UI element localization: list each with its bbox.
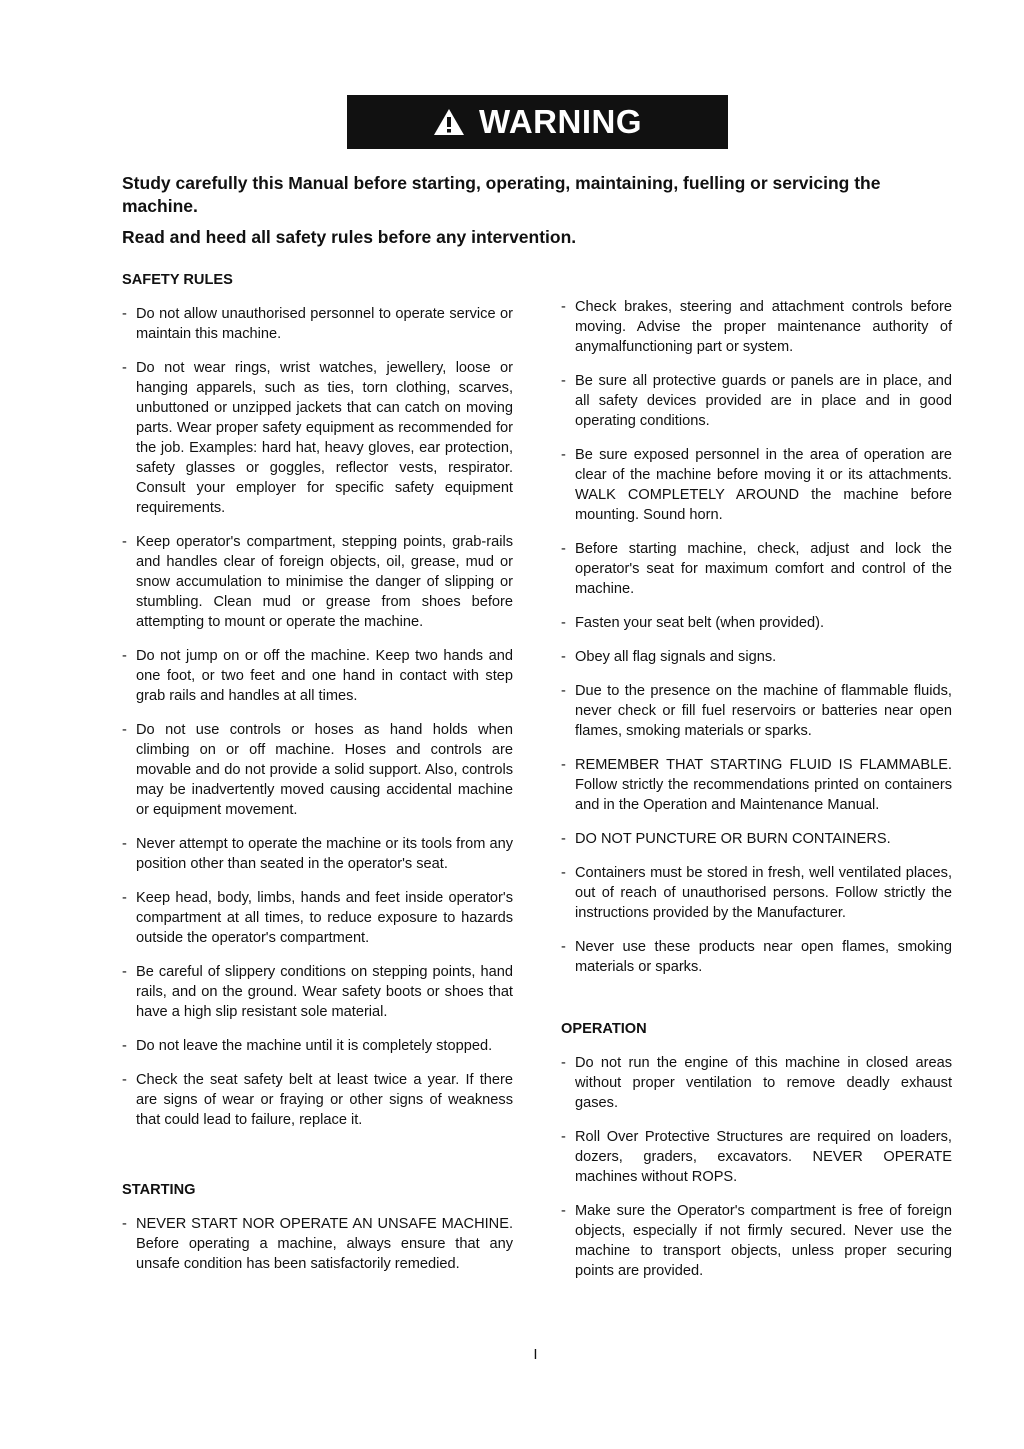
list-item: - Do not leave the machine until it is completely stopped. [122, 1036, 513, 1056]
list-item: - Fasten your seat belt (when provided). [561, 613, 952, 633]
list-item: - Do not run the engine of this machine in closed areas without proper ventilation to remove deadly exhaust gases. [561, 1053, 952, 1113]
starting-list [122, 1214, 513, 1274]
operation-list [561, 1053, 952, 1281]
list-item: - Due to the presence on the machine of flammable fluids, never check or fill fuel reservoirs or batteries near open flames, smoking materials or sparks. [561, 681, 952, 741]
safety-rules-continued-list [561, 297, 952, 977]
list-item: - Never attempt to operate the machine or its tools from any position other than seated in the operator's seat. [122, 834, 513, 874]
list-item: - Roll Over Protective Structures are required on loaders, dozers, graders, excavators. NEVER OPERATE machines without ROPS. [561, 1127, 952, 1187]
list-item: - Obey all flag signals and signs. [561, 647, 952, 667]
list-item: - REMEMBER THAT STARTING FLUID IS FLAMMABLE. Follow strictly the recommendations printed on containers and in the Operation and Maintenance Manual. [561, 755, 952, 815]
safety-rules-list [122, 304, 513, 1130]
intro [122, 172, 952, 249]
list-item: - Do not jump on or off the machine. Keep two hands and one foot, or two feet and one hand in contact with step grab rails and handles at all times. [122, 646, 513, 706]
list-item: - Do not allow unauthorised personnel to operate service or maintain this machine. [122, 304, 513, 344]
list-item: - Keep operator's compartment, stepping points, grab-rails and handles clear of foreign objects, oil, grease, mud or snow accumulation to minimise the danger of slipping or stumbling. Clean mud or grease from shoes before attempting to mount or operate the machine. [122, 532, 513, 632]
list-item: - Be careful of slippery conditions on stepping points, hand rails, and on the ground. Wear safety boots or shoes that have a high slip resistant sole material. [122, 962, 513, 1022]
left-column [122, 270, 513, 1288]
list-item: - Before starting machine, check, adjust and lock the operator's seat for maximum comfort and control of the machine. [561, 539, 952, 599]
list-item: - Make sure the Operator's compartment is free of foreign objects, especially if not firmly secured. Never use the machine to transport objects, unless proper securing points are provided. [561, 1201, 952, 1281]
safety-rules-heading: SAFETY RULES [122, 272, 233, 288]
intro-line-2: Read and heed all safety rules before any intervention. [122, 227, 577, 247]
page-number: I [533, 1346, 538, 1363]
list-item: - NEVER START NOR OPERATE AN UNSAFE MACHINE. Before operating a machine, always ensure that any unsafe condition has been satisfactorily remedied. [122, 1214, 513, 1274]
list-item: - DO NOT PUNCTURE OR BURN CONTAINERS. [561, 829, 952, 849]
operation-heading: OPERATION [561, 1021, 647, 1037]
list-item: - Keep head, body, limbs, hands and feet inside operator's compartment at all times, to reduce exposure to hazards outside the operator's compartment. [122, 888, 513, 948]
list-item: - Be sure exposed personnel in the area of operation are clear of the machine before moving it or its attachments. WALK COMPLETELY AROUND the machine before mounting. Sound horn. [561, 445, 952, 525]
list-item: - Be sure all protective guards or panels are in place, and all safety devices provided are in place and in good operating conditions. [561, 371, 952, 431]
list-item: - Do not use controls or hoses as hand holds when climbing on or off machine. Hoses and controls are movable and do not provide a solid support. Also, controls may be inadvertently moved causing accidental machine or equipment movement. [122, 720, 513, 820]
warning-label: WARNING [479, 103, 642, 140]
list-item: - Check the seat safety belt at least twice a year. If there are signs of wear or fraying or other signs of weakness that could lead to failure, replace it. [122, 1070, 513, 1130]
intro-line-1: Study carefully this Manual before starting, operating, maintaining, fuelling or servicing the machine. [122, 173, 881, 216]
starting-heading: STARTING [122, 1182, 196, 1198]
list-item: - Check brakes, steering and attachment controls before moving. Advise the proper maintenance authority of anymalfunctioning part or system. [561, 297, 952, 357]
list-item: - Containers must be stored in fresh, well ventilated places, out of reach of unauthorised persons. Follow strictly the instructions provided by the Manufacturer. [561, 863, 952, 923]
right-column [561, 297, 952, 1295]
warning-triangle-icon [433, 108, 465, 136]
list-item: - Never use these products near open flames, smoking materials or sparks. [561, 937, 952, 977]
warning-banner [347, 95, 728, 149]
list-item: - Do not wear rings, wrist watches, jewellery, loose or hanging apparels, such as ties, torn clothing, scarves, unbuttoned or unzipped jackets that can catch on moving parts. Wear proper safety equipment as recommended for the job. Examples: hard hat, heavy gloves, ear protection, safety glasses or goggles, reflector vests, respirator. Consult your employer for specific safety equipment requirements. [122, 358, 513, 518]
